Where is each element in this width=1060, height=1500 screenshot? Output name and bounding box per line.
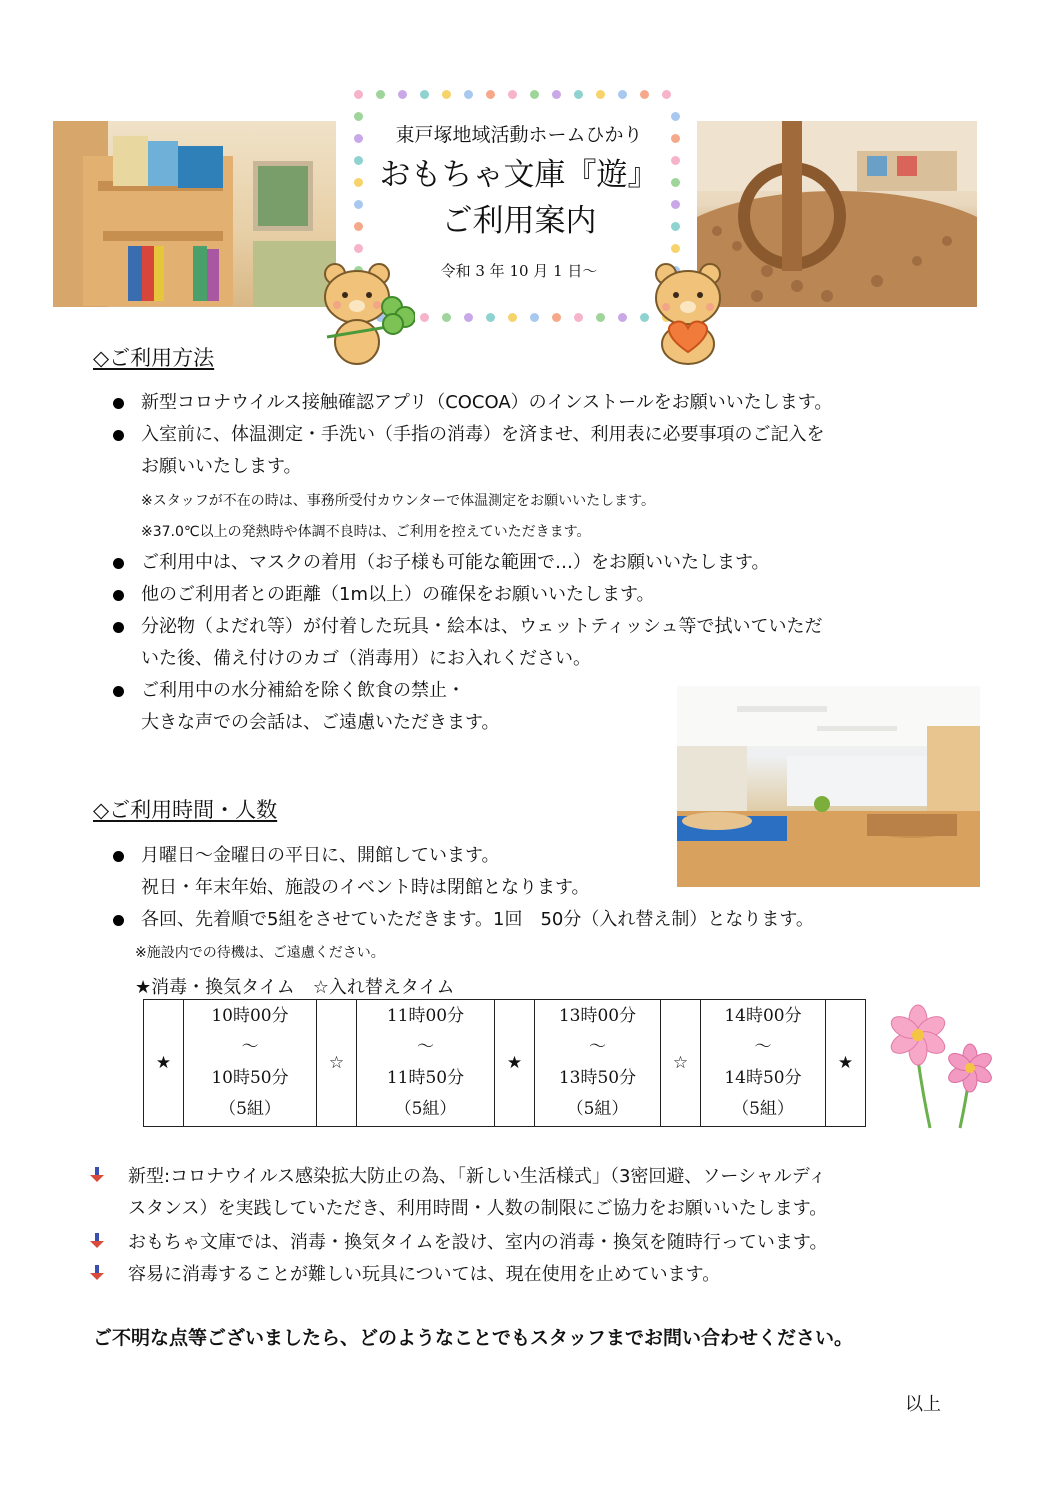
bullet-icon [113, 686, 124, 697]
notice-1-line-1: 新型:コロナウイルス感染拡大防止の為、「新しい生活様式」（3密回避、ソーシャルディ [128, 1166, 827, 1187]
frame-dot [530, 313, 539, 322]
frame-dot [398, 90, 407, 99]
bullet-icon [113, 430, 124, 441]
frame-dot [596, 313, 605, 322]
frame-dot [464, 313, 473, 322]
usage-item-5-line-1: 分泌物（よだれ等）が付着した玩具・絵本は、ウェットティッシュ等で拭いていただ [141, 616, 823, 637]
frame-dot [596, 90, 605, 99]
time-slot: 13時00分 ～ 13時50分 （5組） [535, 1000, 661, 1127]
disinfect-mark: ★ [144, 1000, 184, 1127]
usage-heading: ◇ご利用方法 [93, 346, 215, 370]
usage-note-1: ※スタッフが不在の時は、事務所受付カウンターで体温測定をお願いいたします。 [141, 493, 656, 509]
time-slot: 10時00分 ～ 10時50分 （5組） [184, 1000, 317, 1127]
bullet-icon [113, 915, 124, 926]
arrow-bullet-icon [90, 1265, 104, 1281]
hours-item-2: 各回、先着順で5組をさせていただきます。1回 50分（入れ替え制）となります。 [141, 909, 814, 930]
frame-dot [354, 112, 363, 121]
playroom-photo [677, 686, 980, 887]
usage-item-4: 他のご利用者との距離（1m以上）の確保をお願いいたします。 [141, 584, 655, 605]
frame-dot [354, 90, 363, 99]
frame-dot [420, 90, 429, 99]
frame-dot [662, 90, 671, 99]
frame-dot [552, 313, 561, 322]
usage-item-5-line-2: いた後、備え付けのカゴ（消毒用）にお入れください。 [141, 648, 591, 669]
frame-dot [671, 134, 680, 143]
usage-item-2-line-2: お願いいたします。 [141, 456, 302, 477]
hours-item-1-line-2: 祝日・年末年始、施設のイベント時は閉館となります。 [141, 877, 590, 898]
frame-dot [464, 90, 473, 99]
notice-2: おもちゃ文庫では、消毒・換気タイムを設け、室内の消毒・換気を随時行っています。 [128, 1232, 828, 1253]
time-slot: 14時00分 ～ 14時50分 （5組） [701, 1000, 826, 1127]
bear-clover-illustration [317, 262, 415, 370]
organization-name: 東戸塚地域活動ホームひかり [395, 124, 643, 146]
frame-dot [354, 244, 363, 253]
bear-heart-illustration [652, 262, 724, 366]
frame-dot [420, 313, 429, 322]
frame-dot [442, 313, 451, 322]
effective-date: 令和 3 年 10 月 1 日～ [440, 262, 598, 280]
notice-1-line-2: スタンス）を実践していただき、利用時間・人数の制限にご協力をお願いいたします。 [128, 1198, 828, 1219]
frame-dot [530, 90, 539, 99]
swap-mark: ☆ [317, 1000, 357, 1127]
disinfect-mark: ★ [826, 1000, 866, 1127]
frame-dot [640, 90, 649, 99]
frame-dot [508, 313, 517, 322]
frame-dot [671, 244, 680, 253]
bullet-icon [113, 398, 124, 409]
usage-item-6-line-1: ご利用中の水分補給を除く飲食の禁止・ [141, 680, 465, 701]
hours-heading: ◇ご利用時間・人数 [93, 798, 278, 822]
page-title: おもちゃ文庫『遊』 [379, 157, 659, 193]
swap-mark: ☆ [661, 1000, 701, 1127]
frame-dot [354, 134, 363, 143]
bullet-icon [113, 851, 124, 862]
end-mark: 以上 [905, 1394, 941, 1415]
frame-dot [618, 313, 627, 322]
schedule-legend: ★消毒・換気タイム ☆入れ替えタイム [135, 977, 455, 998]
arrow-bullet-icon [90, 1167, 104, 1183]
frame-dot [574, 313, 583, 322]
frame-dot [442, 90, 451, 99]
hours-item-1-line-1: 月曜日～金曜日の平日に、開館しています。 [141, 845, 500, 866]
frame-dot [574, 90, 583, 99]
bullet-icon [113, 622, 124, 633]
bullet-icon [113, 558, 124, 569]
schedule-table [143, 999, 866, 1127]
disinfect-mark: ★ [495, 1000, 535, 1127]
frame-dot [486, 313, 495, 322]
usage-item-1: 新型コロナウイルス接触確認アプリ（COCOA）のインストールをお願いいたします。 [141, 392, 833, 413]
frame-dot [376, 90, 385, 99]
bullet-icon [113, 590, 124, 601]
usage-item-6-line-2: 大きな声での会話は、ご遠慮いただきます。 [141, 712, 500, 733]
notice-3: 容易に消毒することが難しい玩具については、現在使用を止めています。 [128, 1264, 721, 1285]
frame-dot [486, 90, 495, 99]
arrow-bullet-icon [90, 1233, 104, 1249]
frame-dot [640, 313, 649, 322]
frame-dot [508, 90, 517, 99]
time-slot: 11時00分 ～ 11時50分 （5組） [357, 1000, 495, 1127]
frame-dot [618, 90, 627, 99]
closing-message: ご不明な点等ございましたら、どのようなことでもスタッフまでお問い合わせください。 [93, 1327, 854, 1349]
bookshelf-photo [53, 121, 336, 307]
cosmos-flower-illustration [878, 1000, 1000, 1130]
frame-dot [552, 90, 561, 99]
usage-item-3: ご利用中は、マスクの着用（お子様も可能な範囲で…）をお願いいたします。 [141, 552, 770, 573]
usage-item-2-line-1: 入室前に、体温測定・手洗い（手指の消毒）を済ませ、利用表に必要事項のご記入を [141, 424, 825, 445]
frame-dot [671, 112, 680, 121]
hours-note: ※施設内での待機は、ご遠慮ください。 [135, 945, 385, 961]
ball-pool-photo [697, 121, 977, 307]
page-subtitle: ご利用案内 [441, 203, 597, 239]
usage-note-2: ※37.0℃以上の発熱時や体調不良時は、ご利用を控えていただきます。 [141, 524, 591, 540]
